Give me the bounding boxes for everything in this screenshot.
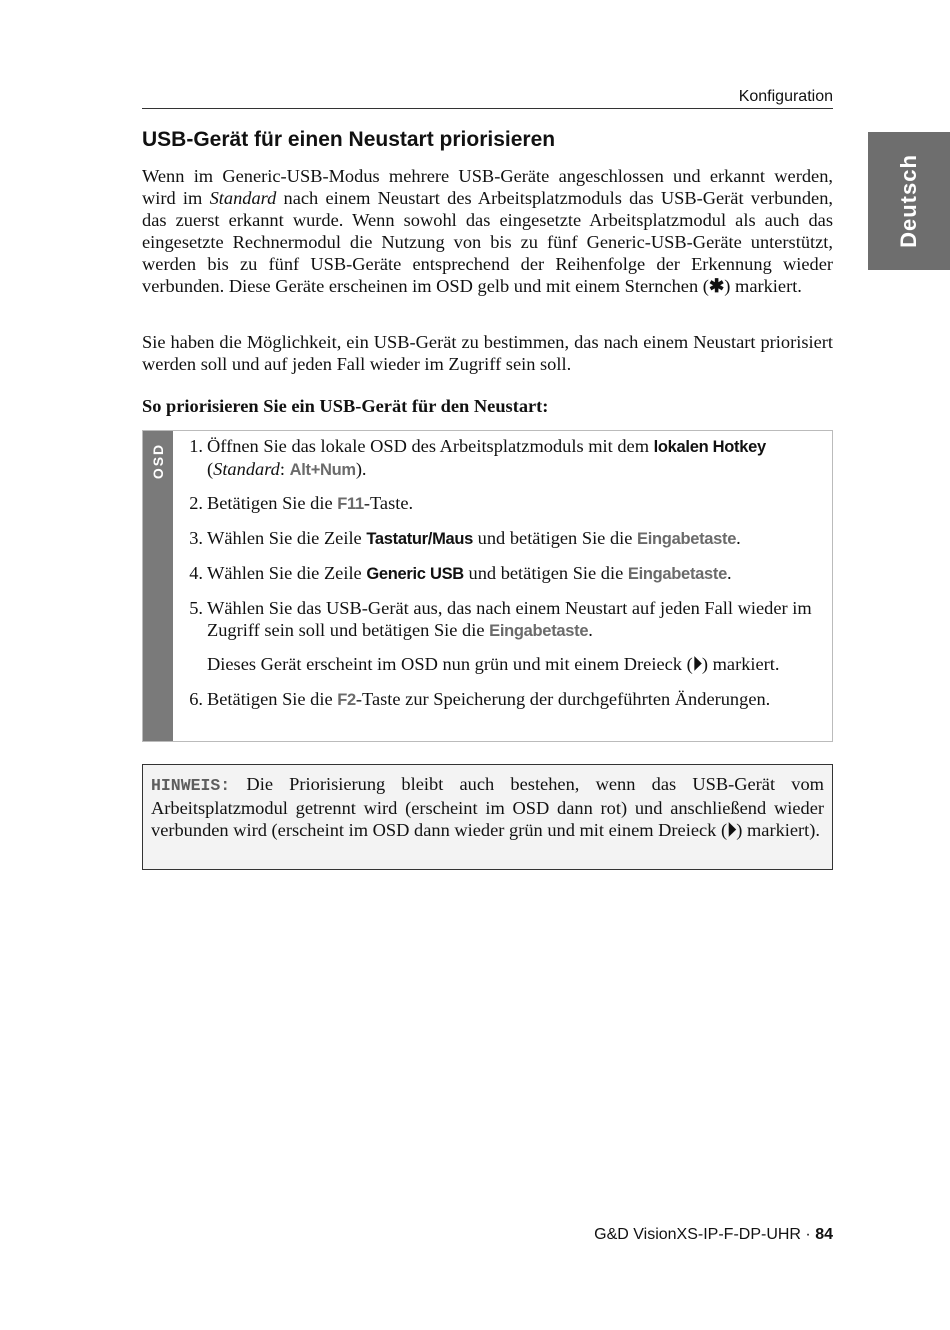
language-tab-label: Deutsch — [896, 154, 922, 248]
intro-text: Wenn im Generic-USB-Modus mehrere USB-Geräte angeschlossen und erkannt werden, wird im — [142, 166, 833, 208]
step-text-part: . — [726, 563, 732, 583]
step-number: 4. — [189, 563, 203, 583]
note-label: HINWEIS: — [151, 776, 231, 795]
language-tab — [868, 132, 950, 270]
running-header: Konfiguration — [142, 86, 833, 109]
step-text-part: . — [736, 528, 741, 548]
intro-paragraph-2: Sie haben die Möglichkeit, ein USB-Gerät zu bestimmen, das nach einem Neustart priorisiert werden soll und auf jeden Fall wieder im Zugriff sein soll. — [142, 332, 833, 374]
key-label: Eingabetaste — [489, 622, 589, 640]
step-text-part: Wählen Sie das USB-Gerät aus, das nach einem Neustart auf jeden Fall wieder im Zugriff sein soll und betätigen Sie die — [207, 598, 812, 640]
key-label: F11 — [337, 495, 364, 513]
step-text — [207, 653, 832, 675]
step-text-part: Öffnen Sie das lokale OSD des Arbeitsplatzmoduls mit dem — [207, 436, 654, 456]
page-number: 84 — [815, 1226, 833, 1243]
step-text-part: ). — [355, 459, 367, 479]
step-text-part: Betätigen Sie die — [207, 689, 338, 709]
step-text-part: : — [279, 459, 290, 479]
key-label: Eingabetaste — [637, 530, 737, 548]
step-text — [207, 492, 832, 515]
intro-text: nach einem Neustart des Arbeitsplatzmoduls das USB-Gerät verbunden, das zuerst erkannt wurde. Wenn sowohl das eingesetzte Arbeitsplatzmodul als auch das eingesetzte Rechnermodul die Nutzung von bis zu fünf Generic-USB-Geräte unterstützt, werden bis zu fünf USB-Geräte entsprechend der Reihenfolge der Erkennung wieder verbunden. Diese Geräte erscheinen im OSD gelb und mit einem Sternchen ( — [142, 188, 833, 296]
step-text-part: und betätigen Sie die — [463, 563, 628, 583]
triangle-icon: ⏵ — [692, 654, 702, 674]
page-footer — [142, 1226, 833, 1244]
step-number: 5. — [189, 598, 203, 618]
step-text-part: Wählen Sie die Zeile — [207, 563, 367, 583]
step-text-part: -Taste. — [363, 493, 414, 513]
step-text — [207, 597, 832, 642]
step-number: 3. — [189, 528, 203, 548]
step-text-part: . — [588, 620, 593, 640]
step-text — [207, 435, 832, 481]
asterisk-icon: ✱ — [708, 276, 725, 296]
note-text: ) markiert). — [736, 820, 821, 840]
note-text: Die Priorisierung bleibt auch bestehen, wenn das USB-Gerät vom Arbeitsplatzmodul getrennt wird (erscheint im OSD dann rot) und anschließend wieder verbunden wird (erscheint im OSD dann wieder grün und mit einem Dreieck ( — [151, 774, 824, 840]
menu-keyword: Tastatur/Maus — [366, 530, 474, 548]
key-label: Alt+Num — [289, 461, 356, 479]
step-text-part: ( — [207, 459, 214, 479]
step-number: 2. — [189, 493, 203, 513]
step-text — [207, 527, 832, 550]
osd-sidebar — [143, 431, 173, 741]
step-number: 1. — [189, 436, 203, 456]
step-text-part: ) markiert. — [701, 654, 780, 674]
triangle-icon: ⏵ — [727, 820, 737, 840]
step-number: 6. — [189, 689, 203, 709]
footer-product: G&D VisionXS-IP-F-DP-UHR · — [594, 1226, 816, 1243]
intro-text: ) markiert. — [724, 276, 802, 296]
intro-paragraph-1 — [142, 165, 833, 297]
note-box — [142, 764, 833, 870]
step-text-part: -Taste zur Speicherung der durchgeführten Änderungen. — [355, 689, 771, 709]
menu-keyword: lokalen Hotkey — [653, 438, 766, 456]
key-label: F2 — [337, 691, 356, 709]
menu-keyword: Generic USB — [366, 565, 464, 583]
procedure-heading: So priorisieren Sie ein USB-Gerät für den Neustart: — [142, 396, 549, 416]
step-text — [207, 688, 832, 711]
osd-label: OSD — [150, 442, 166, 480]
osd-procedure-box — [142, 430, 833, 742]
section-title: USB-Gerät für einen Neustart priorisieren — [142, 128, 556, 151]
standard-italic: Standard — [213, 459, 280, 479]
standard-italic: Standard — [209, 188, 277, 208]
step-text-part: Betätigen Sie die — [207, 493, 338, 513]
key-label: Eingabetaste — [627, 565, 727, 583]
step-text-part: und betätigen Sie die — [473, 528, 638, 548]
step-text — [207, 562, 832, 585]
step-text-part: Dieses Gerät erscheint im OSD nun grün und mit einem Dreieck ( — [207, 654, 693, 674]
step-text-part: Wählen Sie die Zeile — [207, 528, 367, 548]
